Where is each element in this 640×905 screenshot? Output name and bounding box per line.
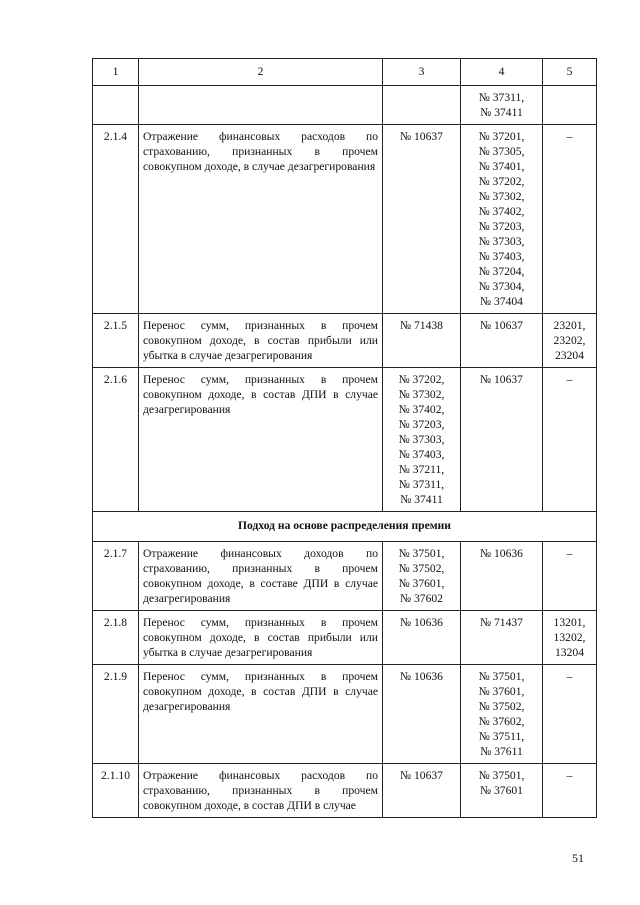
symbols-line: 13204	[555, 646, 584, 659]
credit-accounts-line: № 37502,	[478, 700, 525, 713]
column-header-3: 3	[383, 59, 461, 86]
credit-accounts-line: № 37611	[480, 745, 523, 758]
table-row	[93, 764, 597, 818]
credit-accounts-line: № 37201,	[478, 130, 525, 143]
debit-accounts-line: № 37302,	[398, 388, 445, 401]
credit-accounts-line: № 37204,	[478, 265, 525, 278]
credit-accounts-line: № 37202,	[478, 175, 525, 188]
column-header-2: 2	[139, 59, 383, 86]
row-number: 2.1.5	[93, 314, 139, 368]
debit-accounts	[383, 542, 461, 611]
credit-accounts-line: № 37411	[480, 106, 523, 119]
debit-accounts-line: № 10637	[400, 769, 443, 782]
column-header-5: 5	[543, 59, 597, 86]
table-body-top	[93, 59, 597, 512]
credit-accounts-line: № 37501,	[478, 769, 525, 782]
debit-accounts-line: № 37303,	[398, 433, 445, 446]
column-header-1: 1	[93, 59, 139, 86]
operation-description: Перенос сумм, признанных в прочем совокупном доходе, в состав ДПИ в случае дезагрегирования	[139, 665, 383, 764]
credit-accounts	[461, 125, 543, 314]
credit-accounts-line: № 37511,	[478, 730, 525, 743]
symbols-line: –	[566, 373, 573, 386]
debit-accounts-line: № 37203,	[398, 418, 445, 431]
debit-accounts-line: № 37211,	[398, 463, 445, 476]
row-number: 2.1.9	[93, 665, 139, 764]
debit-accounts	[383, 368, 461, 512]
credit-accounts	[461, 86, 543, 125]
debit-accounts-line: № 10636	[400, 616, 443, 629]
credit-accounts-line: № 37401,	[478, 160, 525, 173]
operation-description: Отражение финансовых доходов по страхованию, признанных в прочем совокупном доходе, в составе ДПИ в случае дезагрегирования	[139, 542, 383, 611]
debit-accounts-line: № 37311,	[398, 478, 445, 491]
symbols	[543, 764, 597, 818]
symbols-line: 23202,	[553, 334, 586, 347]
debit-accounts-line: № 37601,	[398, 577, 445, 590]
table-body-bottom	[93, 542, 597, 818]
table-row	[93, 125, 597, 314]
credit-accounts	[461, 542, 543, 611]
table-header-row	[93, 59, 597, 86]
credit-accounts-line: № 37602,	[478, 715, 525, 728]
symbols-line: –	[566, 670, 573, 683]
credit-accounts	[461, 314, 543, 368]
debit-accounts-line: № 37402,	[398, 403, 445, 416]
row-number: 2.1.4	[93, 125, 139, 314]
credit-accounts-line: № 37203,	[478, 220, 525, 233]
credit-accounts-line: № 37304,	[478, 280, 525, 293]
table-row	[93, 542, 597, 611]
operation-description: Перенос сумм, признанных в прочем совокупном доходе, в состав прибыли или убытка в случае дезагрегирования	[139, 314, 383, 368]
symbols-line: 23201,	[553, 319, 586, 332]
accounting-entries-table	[92, 58, 597, 818]
row-number: 2.1.7	[93, 542, 139, 611]
debit-accounts	[383, 611, 461, 665]
row-number: 2.1.10	[93, 764, 139, 818]
symbols-line: 13201,	[553, 616, 586, 629]
debit-accounts-line: № 37602	[400, 592, 443, 605]
section-header-body	[93, 512, 597, 542]
credit-accounts-line: № 10637	[480, 319, 523, 332]
credit-accounts-line: № 10636	[480, 547, 523, 560]
symbols-line: –	[566, 547, 573, 560]
symbols	[543, 542, 597, 611]
debit-accounts	[383, 764, 461, 818]
table-row	[93, 314, 597, 368]
table-row	[93, 611, 597, 665]
debit-accounts-line: № 10636	[400, 670, 443, 683]
credit-accounts-line: № 71437	[480, 616, 523, 629]
credit-accounts-line: № 37303,	[478, 235, 525, 248]
debit-accounts	[383, 86, 461, 125]
symbols	[543, 611, 597, 665]
section-header-row	[93, 512, 597, 542]
symbols-line: 13202,	[553, 631, 586, 644]
credit-accounts	[461, 764, 543, 818]
page-number: 51	[572, 851, 584, 865]
credit-accounts-line: № 37601	[480, 784, 523, 797]
operation-description: Отражение финансовых расходов по страхованию, признанных в прочем совокупном доходе, в случае дезагрегирования	[139, 125, 383, 314]
debit-accounts-line: № 37202,	[398, 373, 445, 386]
debit-accounts-line: № 37502,	[398, 562, 445, 575]
operation-description	[139, 86, 383, 125]
debit-accounts	[383, 125, 461, 314]
row-number: 2.1.6	[93, 368, 139, 512]
symbols-line: –	[566, 130, 573, 143]
table-row	[93, 86, 597, 125]
credit-accounts	[461, 368, 543, 512]
debit-accounts-line: № 71438	[400, 319, 443, 332]
section-title: Подход на основе распределения премии	[93, 512, 597, 542]
symbols	[543, 368, 597, 512]
symbols	[543, 125, 597, 314]
credit-accounts-line: № 37302,	[478, 190, 525, 203]
row-number	[93, 86, 139, 125]
symbols-line: 23204	[555, 349, 584, 362]
row-number: 2.1.8	[93, 611, 139, 665]
operation-description: Перенос сумм, признанных в прочем совокупном доходе, в состав ДПИ в случае дезагрегирования	[139, 368, 383, 512]
operation-description: Перенос сумм, признанных в прочем совокупном доходе, в состав прибыли или убытка в случае дезагрегирования	[139, 611, 383, 665]
table-row	[93, 368, 597, 512]
debit-accounts-line: № 37403,	[398, 448, 445, 461]
debit-accounts-line: № 37411	[400, 493, 443, 506]
operation-description: Отражение финансовых расходов по страхованию, признанных в прочем совокупном доходе, в состав ДПИ в случае	[139, 764, 383, 818]
table-row	[93, 665, 597, 764]
column-header-4: 4	[461, 59, 543, 86]
credit-accounts-line: № 37404	[480, 295, 523, 308]
credit-accounts	[461, 611, 543, 665]
symbols	[543, 314, 597, 368]
symbols-line: –	[566, 769, 573, 782]
credit-accounts-line: № 37311,	[478, 91, 525, 104]
credit-accounts-line: № 10637	[480, 373, 523, 386]
debit-accounts-line: № 10637	[400, 130, 443, 143]
debit-accounts	[383, 665, 461, 764]
credit-accounts-line: № 37501,	[478, 670, 525, 683]
debit-accounts	[383, 314, 461, 368]
credit-accounts-line: № 37305,	[478, 145, 525, 158]
credit-accounts-line: № 37601,	[478, 685, 525, 698]
debit-accounts-line: № 37501,	[398, 547, 445, 560]
symbols	[543, 665, 597, 764]
credit-accounts-line: № 37403,	[478, 250, 525, 263]
credit-accounts-line: № 37402,	[478, 205, 525, 218]
credit-accounts	[461, 665, 543, 764]
symbols	[543, 86, 597, 125]
